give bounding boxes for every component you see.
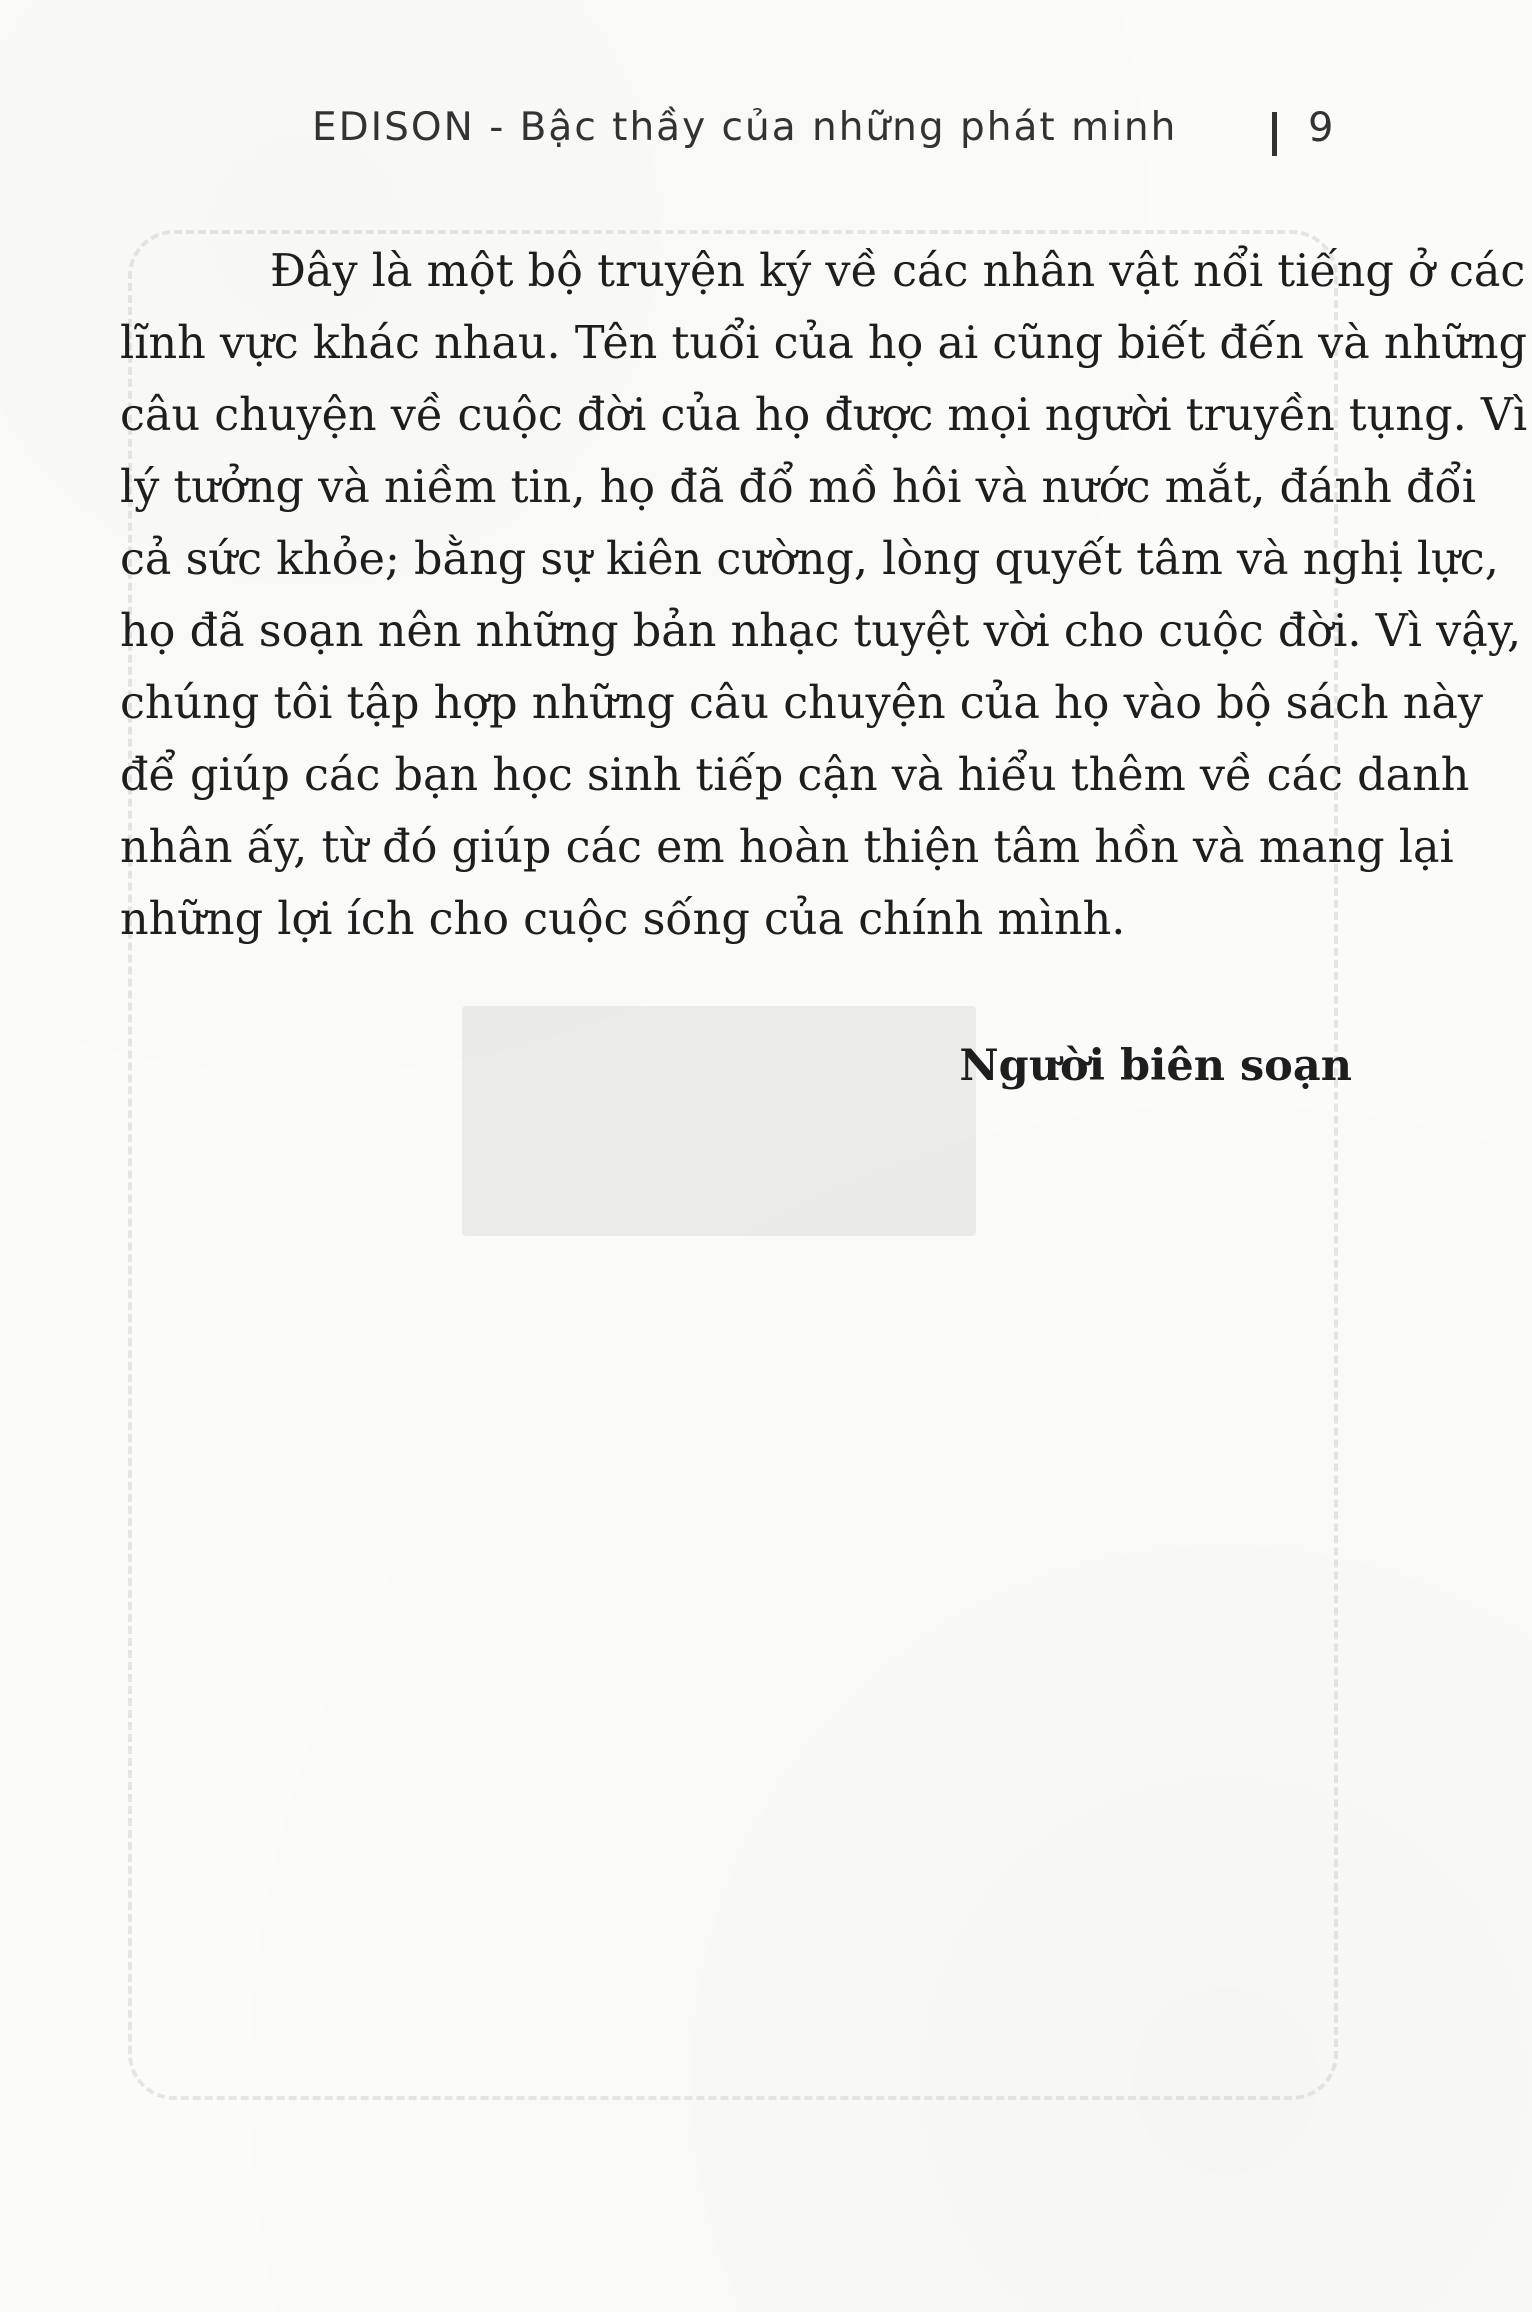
paragraph-line: nhân ấy, từ đó giúp các em hoàn thiện tâm hồn và mang lại bbox=[120, 822, 1454, 873]
running-header bbox=[0, 100, 1532, 170]
paragraph-line: chúng tôi tập hợp những câu chuyện của họ vào bộ sách này bbox=[120, 678, 1484, 729]
signature-compiler: Người biên soạn bbox=[959, 1041, 1352, 1091]
paragraph-line: những lợi ích cho cuộc sống của chính mình. bbox=[120, 894, 1126, 945]
paragraph-line: cả sức khỏe; bằng sự kiên cường, lòng quyết tâm và nghị lực, bbox=[120, 534, 1499, 585]
paragraph-line: lĩnh vực khác nhau. Tên tuổi của họ ai cũng biết đến và những bbox=[120, 318, 1528, 369]
paragraph-line: họ đã soạn nên những bản nhạc tuyệt vời cho cuộc đời. Vì vậy, bbox=[120, 606, 1522, 657]
paragraph-line: để giúp các bạn học sinh tiếp cận và hiểu thêm về các danh bbox=[120, 750, 1470, 801]
preface-paragraph bbox=[120, 236, 1528, 956]
page-number: 9 bbox=[1308, 105, 1334, 151]
header-title: EDISON - Bậc thầy của những phát minh bbox=[312, 105, 1178, 150]
paragraph-line: lý tưởng và niềm tin, họ đã đổ mồ hôi và nước mắt, đánh đổi bbox=[120, 462, 1476, 513]
show-through-image bbox=[462, 1006, 976, 1236]
paragraph-line: Đây là một bộ truyện ký về các nhân vật nổi tiếng ở các bbox=[270, 246, 1526, 297]
paragraph-line: câu chuyện về cuộc đời của họ được mọi người truyền tụng. Vì bbox=[120, 390, 1528, 441]
header-separator bbox=[1272, 112, 1277, 156]
